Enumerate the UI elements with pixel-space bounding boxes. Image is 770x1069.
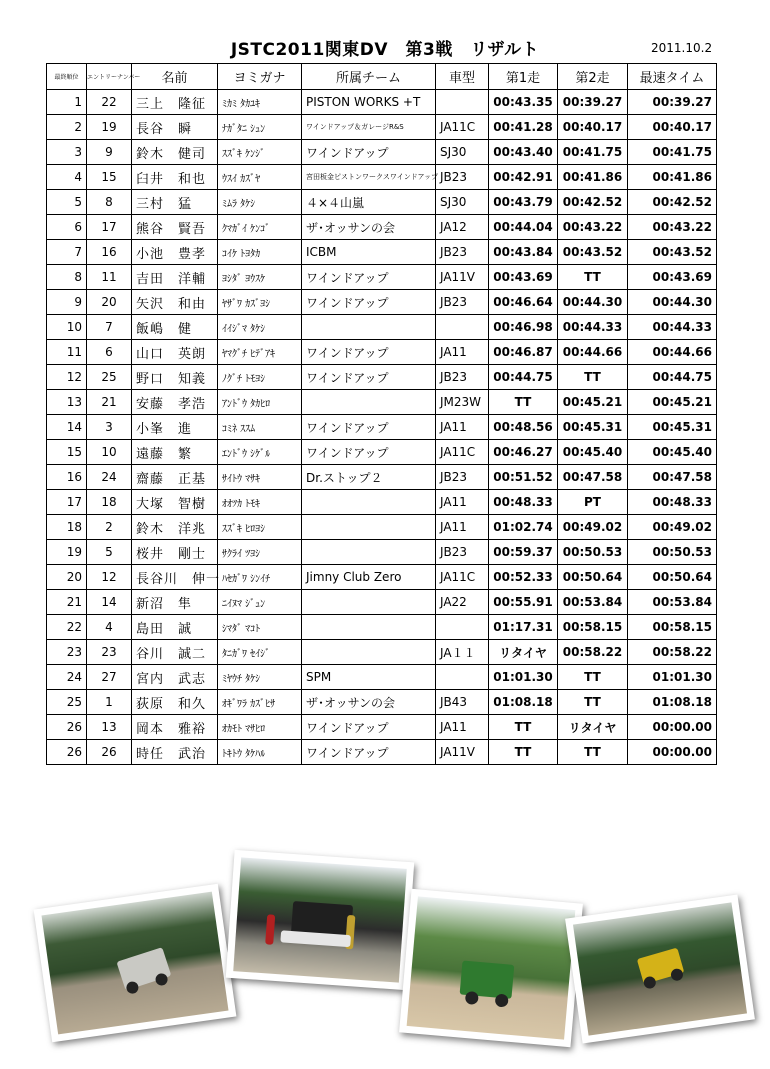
- col-run1: 第1走: [489, 64, 558, 90]
- team-cell: ワインドアップ: [302, 715, 436, 740]
- best-time-cell: 00:43.22: [628, 215, 717, 240]
- best-time-cell: 00:49.02: [628, 515, 717, 540]
- run2-cell: 00:45.40: [558, 440, 628, 465]
- entry-number-cell: 24: [87, 465, 132, 490]
- model-cell: JA12: [436, 215, 489, 240]
- results-table: [46, 63, 717, 765]
- run2-cell: 00:44.66: [558, 340, 628, 365]
- team-cell: [302, 640, 436, 665]
- run2-cell: 00:49.02: [558, 515, 628, 540]
- table-row: [47, 715, 717, 740]
- team-cell: ザ･オッサンの会: [302, 215, 436, 240]
- team-cell: ワインドアップ＆ガレージR&S: [302, 115, 436, 140]
- name-cell: 大塚 智樹: [132, 490, 218, 515]
- run2-cell: 00:58.22: [558, 640, 628, 665]
- team-cell: ワインドアップ: [302, 340, 436, 365]
- run1-cell: 00:48.33: [489, 490, 558, 515]
- entry-number-cell: 8: [87, 190, 132, 215]
- run1-cell: 00:44.04: [489, 215, 558, 240]
- kana-cell: ﾔｻﾞﾜ ｶｽﾞﾖｼ: [218, 290, 302, 315]
- name-cell: 長谷 瞬: [132, 115, 218, 140]
- entry-number-cell: 15: [87, 165, 132, 190]
- entry-number-cell: 6: [87, 340, 132, 365]
- model-cell: JB23: [436, 365, 489, 390]
- table-row: [47, 590, 717, 615]
- run2-cell: TT: [558, 665, 628, 690]
- rank-cell: 24: [47, 665, 87, 690]
- best-time-cell: 00:42.52: [628, 190, 717, 215]
- run1-cell: 00:46.64: [489, 290, 558, 315]
- run1-cell: 00:43.84: [489, 240, 558, 265]
- run2-cell: 00:47.58: [558, 465, 628, 490]
- run1-cell: 00:48.56: [489, 415, 558, 440]
- table-row: [47, 440, 717, 465]
- entry-number-cell: 23: [87, 640, 132, 665]
- best-time-cell: 00:53.84: [628, 590, 717, 615]
- kana-cell: ﾐﾑﾗ ﾀｹｼ: [218, 190, 302, 215]
- model-cell: SJ30: [436, 190, 489, 215]
- run2-cell: 00:44.30: [558, 290, 628, 315]
- rank-cell: 13: [47, 390, 87, 415]
- entry-number-cell: 7: [87, 315, 132, 340]
- model-cell: [436, 665, 489, 690]
- run2-cell: 00:41.86: [558, 165, 628, 190]
- run1-cell: 01:17.31: [489, 615, 558, 640]
- name-cell: 吉田 洋輔: [132, 265, 218, 290]
- run1-cell: TT: [489, 390, 558, 415]
- name-cell: 矢沢 和由: [132, 290, 218, 315]
- rank-cell: 25: [47, 690, 87, 715]
- team-cell: [302, 615, 436, 640]
- kana-cell: ｽｽﾞｷ ﾋﾛﾖｼ: [218, 515, 302, 540]
- rank-cell: 2: [47, 115, 87, 140]
- name-cell: 熊谷 賢吾: [132, 215, 218, 240]
- col-number: エントリーナンバー: [87, 64, 132, 90]
- run2-cell: 00:42.52: [558, 190, 628, 215]
- best-time-cell: 00:45.40: [628, 440, 717, 465]
- rank-cell: 23: [47, 640, 87, 665]
- team-cell: ワインドアップ: [302, 740, 436, 765]
- entry-number-cell: 10: [87, 440, 132, 465]
- run1-cell: 01:08.18: [489, 690, 558, 715]
- rank-cell: 15: [47, 440, 87, 465]
- rank-cell: 21: [47, 590, 87, 615]
- model-cell: JA11: [436, 415, 489, 440]
- entry-number-cell: 16: [87, 240, 132, 265]
- model-cell: JB23: [436, 165, 489, 190]
- kana-cell: ﾆｲﾇﾏ ｼﾞｭﾝ: [218, 590, 302, 615]
- best-time-cell: 00:41.86: [628, 165, 717, 190]
- col-kana: ヨミガナ: [218, 64, 302, 90]
- entry-number-cell: 5: [87, 540, 132, 565]
- kana-cell: ﾐｶﾐ ﾀｶﾕｷ: [218, 90, 302, 115]
- best-time-cell: 01:01.30: [628, 665, 717, 690]
- event-date: 2011.10.2: [651, 41, 713, 55]
- model-cell: JB23: [436, 240, 489, 265]
- col-run2: 第2走: [558, 64, 628, 90]
- entry-number-cell: 26: [87, 740, 132, 765]
- name-cell: 臼井 和也: [132, 165, 218, 190]
- rank-cell: 11: [47, 340, 87, 365]
- name-cell: 三村 猛: [132, 190, 218, 215]
- rank-cell: 14: [47, 415, 87, 440]
- table-row: [47, 90, 717, 115]
- model-cell: JB23: [436, 465, 489, 490]
- rank-cell: 19: [47, 540, 87, 565]
- run1-cell: TT: [489, 715, 558, 740]
- table-row: [47, 540, 717, 565]
- team-cell: 宮田板金ピストンワークスワインドアップ: [302, 165, 436, 190]
- kana-cell: ｸﾏｶﾞｲ ｹﾝｺﾞ: [218, 215, 302, 240]
- col-team: 所属チーム: [302, 64, 436, 90]
- entry-number-cell: 11: [87, 265, 132, 290]
- name-cell: 小峯 進: [132, 415, 218, 440]
- entry-number-cell: 12: [87, 565, 132, 590]
- model-cell: JM23W: [436, 390, 489, 415]
- run1-cell: 01:02.74: [489, 515, 558, 540]
- table-row: [47, 215, 717, 240]
- name-cell: 鈴木 健司: [132, 140, 218, 165]
- team-cell: [302, 490, 436, 515]
- model-cell: [436, 615, 489, 640]
- team-cell: [302, 540, 436, 565]
- kana-cell: ﾊｾｶﾞﾜ ｼﾝｲﾁ: [218, 565, 302, 590]
- entry-number-cell: 13: [87, 715, 132, 740]
- team-cell: ザ･オッサンの会: [302, 690, 436, 715]
- table-row: [47, 115, 717, 140]
- rank-cell: 20: [47, 565, 87, 590]
- model-cell: [436, 315, 489, 340]
- table-row: [47, 565, 717, 590]
- best-time-cell: 00:48.33: [628, 490, 717, 515]
- team-cell: [302, 315, 436, 340]
- run2-cell: 00:50.53: [558, 540, 628, 565]
- entry-number-cell: 17: [87, 215, 132, 240]
- run2-cell: TT: [558, 265, 628, 290]
- entry-number-cell: 14: [87, 590, 132, 615]
- team-cell: ワインドアップ: [302, 415, 436, 440]
- rank-cell: 26: [47, 740, 87, 765]
- team-cell: [302, 390, 436, 415]
- model-cell: JA11V: [436, 740, 489, 765]
- best-time-cell: 00:58.15: [628, 615, 717, 640]
- run1-cell: 00:43.40: [489, 140, 558, 165]
- model-cell: [436, 90, 489, 115]
- name-cell: 遠藤 繁: [132, 440, 218, 465]
- kana-cell: ｵｶﾓﾄ ﾏｻﾋﾛ: [218, 715, 302, 740]
- run2-cell: 00:41.75: [558, 140, 628, 165]
- run1-cell: 00:43.79: [489, 190, 558, 215]
- run1-cell: 01:01.30: [489, 665, 558, 690]
- kana-cell: ﾐﾔｳﾁ ﾀｹｼ: [218, 665, 302, 690]
- best-time-cell: 00:44.66: [628, 340, 717, 365]
- kana-cell: ｴﾝﾄﾞｳ ｼｹﾞﾙ: [218, 440, 302, 465]
- best-time-cell: 00:44.30: [628, 290, 717, 315]
- model-cell: JB43: [436, 690, 489, 715]
- table-row: [47, 365, 717, 390]
- col-best: 最速タイム: [628, 64, 717, 90]
- kana-cell: ｲｲｼﾞﾏ ﾀｹｼ: [218, 315, 302, 340]
- table-row: [47, 465, 717, 490]
- team-cell: ワインドアップ: [302, 440, 436, 465]
- run1-cell: 00:43.69: [489, 265, 558, 290]
- rank-cell: 16: [47, 465, 87, 490]
- photo-green-jimny: [399, 889, 583, 1047]
- model-cell: SJ30: [436, 140, 489, 165]
- model-cell: JA11V: [436, 265, 489, 290]
- header-row: [47, 64, 717, 90]
- col-name: 名前: [132, 64, 218, 90]
- team-cell: [302, 590, 436, 615]
- team-cell: [302, 515, 436, 540]
- table-row: [47, 415, 717, 440]
- run2-cell: 00:43.22: [558, 215, 628, 240]
- team-cell: ワインドアップ: [302, 140, 436, 165]
- rank-cell: 22: [47, 615, 87, 640]
- table-row: [47, 190, 717, 215]
- best-time-cell: 00:45.21: [628, 390, 717, 415]
- run2-cell: 00:39.27: [558, 90, 628, 115]
- kana-cell: ﾀﾆｶﾞﾜ ｾｲｼﾞ: [218, 640, 302, 665]
- table-row: [47, 265, 717, 290]
- model-cell: JA11C: [436, 565, 489, 590]
- rank-cell: 1: [47, 90, 87, 115]
- run1-cell: 00:41.28: [489, 115, 558, 140]
- run1-cell: 00:55.91: [489, 590, 558, 615]
- run2-cell: 00:58.15: [558, 615, 628, 640]
- run1-cell: 00:46.27: [489, 440, 558, 465]
- photo-silver-jimny: [34, 884, 237, 1043]
- best-time-cell: 00:58.22: [628, 640, 717, 665]
- col-rank: 最終順位: [47, 64, 87, 90]
- team-cell: ICBM: [302, 240, 436, 265]
- table-row: [47, 665, 717, 690]
- kana-cell: ｵｵﾂｶ ﾄﾓｷ: [218, 490, 302, 515]
- name-cell: 新沼 隼: [132, 590, 218, 615]
- entry-number-cell: 18: [87, 490, 132, 515]
- name-cell: 小池 豊孝: [132, 240, 218, 265]
- entry-number-cell: 21: [87, 390, 132, 415]
- table-row: [47, 290, 717, 315]
- rank-cell: 8: [47, 265, 87, 290]
- kana-cell: ｱﾝﾄﾞｳ ﾀｶﾋﾛ: [218, 390, 302, 415]
- model-cell: JA11: [436, 515, 489, 540]
- run2-cell: TT: [558, 365, 628, 390]
- run1-cell: 00:59.37: [489, 540, 558, 565]
- run2-cell: 00:45.31: [558, 415, 628, 440]
- kana-cell: ｻｸﾗｲ ﾂﾖｼ: [218, 540, 302, 565]
- run1-cell: 00:46.87: [489, 340, 558, 365]
- table-row: [47, 740, 717, 765]
- run1-cell: 00:43.35: [489, 90, 558, 115]
- run2-cell: 00:40.17: [558, 115, 628, 140]
- rank-cell: 4: [47, 165, 87, 190]
- model-cell: JA22: [436, 590, 489, 615]
- run1-cell: 00:46.98: [489, 315, 558, 340]
- run2-cell: TT: [558, 740, 628, 765]
- best-time-cell: 00:44.75: [628, 365, 717, 390]
- kana-cell: ｳｽｲ ｶｽﾞﾔ: [218, 165, 302, 190]
- name-cell: 鈴木 洋兆: [132, 515, 218, 540]
- name-cell: 岡本 雅裕: [132, 715, 218, 740]
- kana-cell: ｵｷﾞﾜﾗ ｶｽﾞﾋｻ: [218, 690, 302, 715]
- model-cell: JA11: [436, 490, 489, 515]
- col-model: 車型: [436, 64, 489, 90]
- team-cell: ワインドアップ: [302, 265, 436, 290]
- model-cell: JA11: [436, 715, 489, 740]
- rank-cell: 18: [47, 515, 87, 540]
- kana-cell: ｽｽﾞｷ ｹﾝｼﾞ: [218, 140, 302, 165]
- rank-cell: 10: [47, 315, 87, 340]
- best-time-cell: 00:43.52: [628, 240, 717, 265]
- kana-cell: ﾔﾏｸﾞﾁ ﾋﾃﾞｱｷ: [218, 340, 302, 365]
- entry-number-cell: 19: [87, 115, 132, 140]
- team-cell: Dr.ストップ２: [302, 465, 436, 490]
- run2-cell: 00:53.84: [558, 590, 628, 615]
- model-cell: JB23: [436, 290, 489, 315]
- team-cell: ４×４山嵐: [302, 190, 436, 215]
- rank-cell: 12: [47, 365, 87, 390]
- best-time-cell: 01:08.18: [628, 690, 717, 715]
- name-cell: 齋藤 正基: [132, 465, 218, 490]
- team-cell: ワインドアップ: [302, 365, 436, 390]
- run1-cell: 00:51.52: [489, 465, 558, 490]
- run1-cell: 00:42.91: [489, 165, 558, 190]
- rank-cell: 5: [47, 190, 87, 215]
- rank-cell: 7: [47, 240, 87, 265]
- name-cell: 山口 英朗: [132, 340, 218, 365]
- name-cell: 谷川 誠二: [132, 640, 218, 665]
- model-cell: JA１１: [436, 640, 489, 665]
- name-cell: 桜井 剛士: [132, 540, 218, 565]
- team-cell: PISTON WORKS +T: [302, 90, 436, 115]
- table-row: [47, 340, 717, 365]
- model-cell: JB23: [436, 540, 489, 565]
- table-row: [47, 240, 717, 265]
- entry-number-cell: 20: [87, 290, 132, 315]
- run1-cell: リタイヤ: [489, 640, 558, 665]
- entry-number-cell: 25: [87, 365, 132, 390]
- model-cell: JA11C: [436, 115, 489, 140]
- best-time-cell: 00:00.00: [628, 740, 717, 765]
- photo-podium: [226, 850, 414, 990]
- rank-cell: 17: [47, 490, 87, 515]
- entry-number-cell: 9: [87, 140, 132, 165]
- table-row: [47, 140, 717, 165]
- model-cell: JA11C: [436, 440, 489, 465]
- name-cell: 時任 武治: [132, 740, 218, 765]
- best-time-cell: 00:00.00: [628, 715, 717, 740]
- best-time-cell: 00:39.27: [628, 90, 717, 115]
- table-row: [47, 640, 717, 665]
- run2-cell: TT: [558, 690, 628, 715]
- table-row: [47, 690, 717, 715]
- rank-cell: 26: [47, 715, 87, 740]
- table-row: [47, 490, 717, 515]
- run2-cell: PT: [558, 490, 628, 515]
- rank-cell: 6: [47, 215, 87, 240]
- kana-cell: ﾖｼﾀﾞ ﾖｳｽｹ: [218, 265, 302, 290]
- table-row: [47, 515, 717, 540]
- name-cell: 荻原 和久: [132, 690, 218, 715]
- table-row: [47, 165, 717, 190]
- table-row: [47, 315, 717, 340]
- best-time-cell: 00:50.64: [628, 565, 717, 590]
- run2-cell: リタイヤ: [558, 715, 628, 740]
- name-cell: 安藤 孝浩: [132, 390, 218, 415]
- page-title: JSTC2011関東DV 第3戦 リザルト: [230, 40, 540, 60]
- run2-cell: 00:50.64: [558, 565, 628, 590]
- team-cell: SPM: [302, 665, 436, 690]
- name-cell: 島田 誠: [132, 615, 218, 640]
- run2-cell: 00:44.33: [558, 315, 628, 340]
- name-cell: 長谷川 伸一: [132, 565, 218, 590]
- entry-number-cell: 3: [87, 415, 132, 440]
- name-cell: 三上 隆征: [132, 90, 218, 115]
- photo-yellow-jimny: [565, 895, 755, 1044]
- rank-cell: 9: [47, 290, 87, 315]
- run1-cell: TT: [489, 740, 558, 765]
- entry-number-cell: 2: [87, 515, 132, 540]
- kana-cell: ﾉｸﾞﾁ ﾄﾓﾖｼ: [218, 365, 302, 390]
- kana-cell: ｻｲﾄｳ ﾏｻｷ: [218, 465, 302, 490]
- best-time-cell: 00:44.33: [628, 315, 717, 340]
- team-cell: Jimny Club Zero: [302, 565, 436, 590]
- table-row: [47, 390, 717, 415]
- best-time-cell: 00:43.69: [628, 265, 717, 290]
- table-row: [47, 615, 717, 640]
- run1-cell: 00:44.75: [489, 365, 558, 390]
- kana-cell: ﾄｷﾄｳ ﾀｹﾊﾙ: [218, 740, 302, 765]
- run1-cell: 00:52.33: [489, 565, 558, 590]
- best-time-cell: 00:47.58: [628, 465, 717, 490]
- kana-cell: ｼﾏﾀﾞ ﾏｺﾄ: [218, 615, 302, 640]
- kana-cell: ﾅｶﾞﾀﾆ ｼｭﾝ: [218, 115, 302, 140]
- entry-number-cell: 4: [87, 615, 132, 640]
- run2-cell: 00:43.52: [558, 240, 628, 265]
- best-time-cell: 00:41.75: [628, 140, 717, 165]
- run2-cell: 00:45.21: [558, 390, 628, 415]
- name-cell: 宮内 武志: [132, 665, 218, 690]
- best-time-cell: 00:45.31: [628, 415, 717, 440]
- name-cell: 飯嶋 健: [132, 315, 218, 340]
- name-cell: 野口 知義: [132, 365, 218, 390]
- kana-cell: ｺﾐﾈ ｽｽﾑ: [218, 415, 302, 440]
- best-time-cell: 00:50.53: [628, 540, 717, 565]
- rank-cell: 3: [47, 140, 87, 165]
- best-time-cell: 00:40.17: [628, 115, 717, 140]
- kana-cell: ｺｲｹ ﾄﾖﾀｶ: [218, 240, 302, 265]
- entry-number-cell: 1: [87, 690, 132, 715]
- team-cell: ワインドアップ: [302, 290, 436, 315]
- entry-number-cell: 27: [87, 665, 132, 690]
- model-cell: JA11: [436, 340, 489, 365]
- entry-number-cell: 22: [87, 90, 132, 115]
